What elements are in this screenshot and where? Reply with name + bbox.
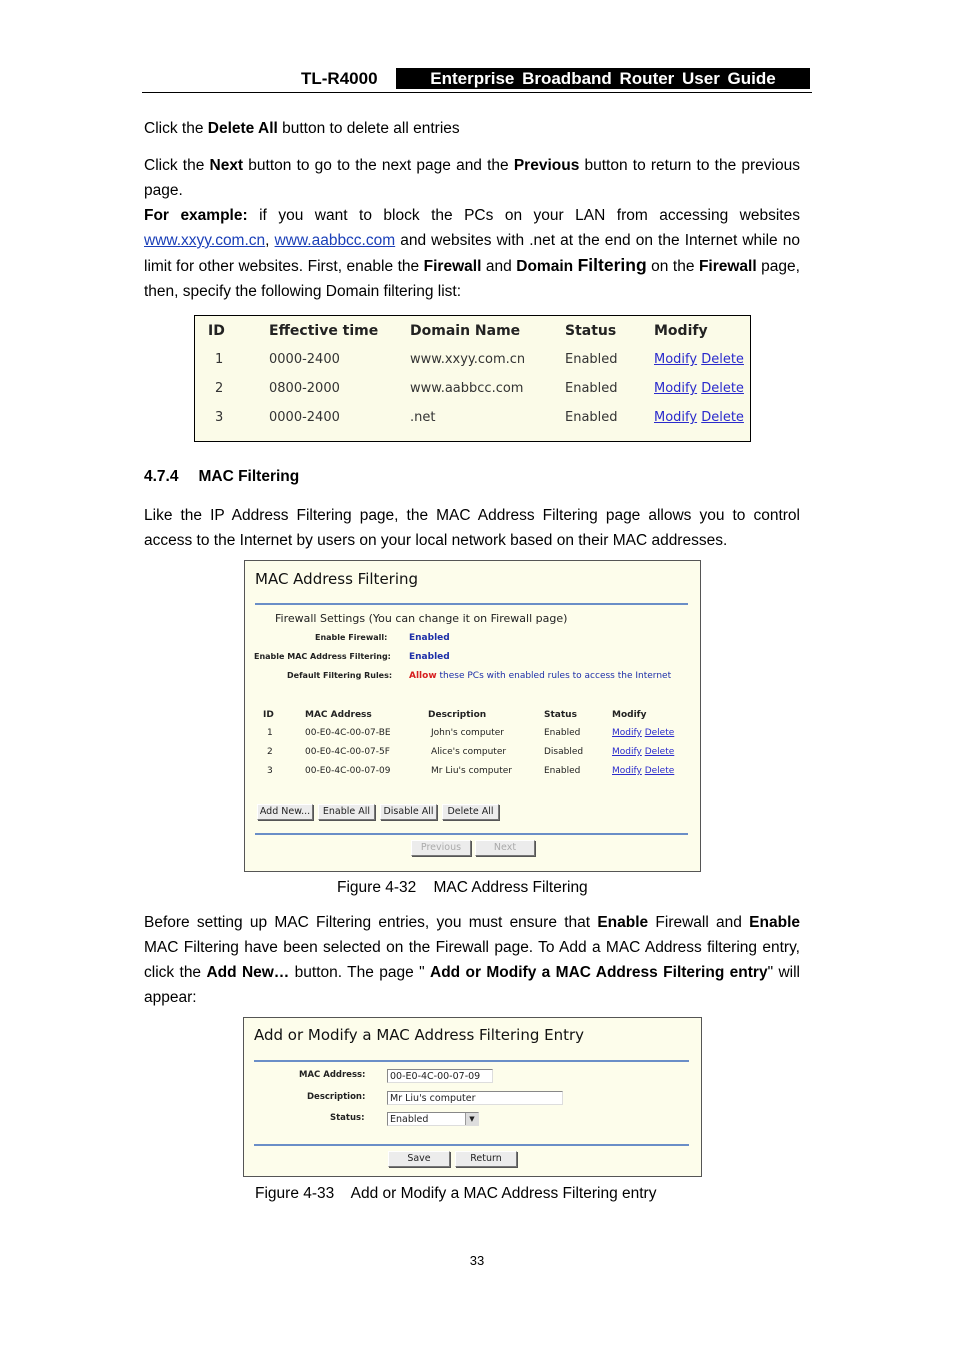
mac-filtering-panel — [244, 560, 701, 872]
row2-id: 2 — [267, 747, 273, 757]
delete-all-paragraph — [144, 116, 800, 141]
text: MAC Filtering have been selected on the Firewall page. To Add a MAC Address filtering entry, click the — [144, 939, 800, 981]
text: button to go to the next page and the — [243, 157, 514, 174]
modify-link[interactable]: Modify — [612, 747, 642, 757]
row2-actions — [654, 381, 744, 396]
row2-mac: 00-E0-4C-00-07-5F — [305, 747, 390, 757]
panel-title: Add or Modify a MAC Address Filtering Entry — [254, 1026, 585, 1044]
mac-address-input[interactable]: 00-E0-4C-00-07-09 — [387, 1069, 493, 1083]
delete-link[interactable]: Delete — [701, 410, 744, 425]
delete-link[interactable]: Delete — [701, 352, 744, 367]
bold-text: Enable — [749, 914, 800, 931]
col-header-domain-name: Domain Name — [410, 323, 521, 339]
row1-status: Enabled — [544, 728, 581, 738]
row2-id: 2 — [215, 381, 224, 396]
allow-text: Allow — [409, 671, 437, 681]
row3-description: Mr Liu's computer — [431, 766, 512, 776]
example-paragraph: For example: if you want to block the PCs on your LAN from accessing websites www.xxyy.com.cn, www.aabbcc.com and websites with .net at the end on the Internet while no limit for other websites. First, enable the Firewall and Domain Filtering on the Firewall page, then, specify the following Domain filtering list: — [144, 207, 800, 300]
col-header-modify: Modify — [654, 323, 708, 339]
default-rules-label: Default Filtering Rules: — [287, 671, 393, 680]
modify-link[interactable]: Modify — [654, 381, 698, 396]
add-modify-panel — [243, 1017, 702, 1177]
bold-text: Next — [209, 157, 244, 174]
col-header-description: Description — [428, 710, 487, 720]
col-header-modify: Modify — [612, 710, 647, 720]
settings-title: Firewall Settings (You can change it on Firewall page) — [275, 612, 568, 625]
next-button[interactable]: Next — [475, 840, 535, 856]
row2-description: Alice's computer — [431, 747, 507, 757]
before-paragraph — [144, 910, 800, 1010]
col-header-effective-time: Effective time — [269, 323, 379, 339]
bold-text: Filtering — [577, 255, 647, 275]
delete-all-button[interactable]: Delete All — [442, 804, 499, 820]
text: and websites with .net at the end on the Internet while no limit for other websites. First, enable the — [144, 232, 800, 275]
status-label: Status: — [330, 1113, 365, 1123]
text: Click the — [144, 120, 208, 137]
bold-text: Domain — [516, 258, 574, 275]
col-header-mac: MAC Address — [305, 710, 372, 720]
row1-mac: 00-E0-4C-00-07-BE — [305, 728, 391, 738]
page-number: 33 — [469, 1253, 485, 1268]
previous-button[interactable]: Previous — [411, 840, 471, 856]
row2-status: Disabled — [544, 747, 584, 757]
mac-address-label: MAC Address: — [299, 1070, 366, 1080]
row3-status: Enabled — [544, 766, 581, 776]
section-title: MAC Filtering — [198, 468, 300, 485]
row1-time: 0000-2400 — [269, 352, 340, 367]
row3-actions — [612, 766, 674, 776]
enable-all-button[interactable]: Enable All — [318, 804, 375, 820]
add-new-button[interactable]: Add New... — [257, 804, 313, 820]
row3-id: 3 — [267, 766, 273, 776]
text: if you want to block the PCs on your LAN from accessing websites — [247, 207, 800, 224]
panel-title: MAC Address Filtering — [255, 570, 419, 588]
row3-status: Enabled — [565, 410, 618, 425]
section-paragraph: Like the IP Address Filtering page, the MAC Address Filtering page allows you to control access to the Internet by users on your local network based on their MAC addresses. — [144, 507, 800, 549]
text: Firewall and — [648, 914, 750, 931]
text: on the — [646, 258, 699, 275]
domain-filtering-table — [194, 315, 751, 442]
col-header-status: Status — [544, 710, 577, 720]
bold-text: Previous — [513, 157, 580, 174]
row2-status: Enabled — [565, 381, 618, 396]
enable-firewall-value: Enabled — [409, 633, 450, 643]
save-button[interactable]: Save — [388, 1151, 450, 1167]
row3-id: 3 — [215, 410, 224, 425]
row1-domain: www.xxyy.com.cn — [410, 352, 526, 367]
delete-link[interactable]: Delete — [644, 747, 675, 757]
col-header-id: ID — [208, 323, 225, 339]
section-heading — [144, 468, 299, 486]
text: page, then, specify the following Domain filtering list: — [144, 258, 800, 300]
text: " will appear: — [144, 964, 800, 1006]
row1-description: John's computer — [431, 728, 504, 738]
divider — [255, 603, 688, 605]
delete-link[interactable]: Delete — [701, 381, 744, 396]
row1-actions — [654, 352, 744, 367]
delete-link[interactable]: Delete — [644, 766, 675, 776]
row1-id: 1 — [215, 352, 224, 367]
disable-all-button[interactable]: Disable All — [380, 804, 437, 820]
enable-firewall-label: Enable Firewall: — [315, 633, 388, 642]
chevron-down-icon[interactable]: ▼ — [465, 1113, 478, 1125]
bold-text: For example: — [144, 207, 248, 224]
figure-caption-33: Figure 4-33 Add or Modify a MAC Address Filtering entry — [255, 1185, 657, 1202]
row1-status: Enabled — [565, 352, 618, 367]
row1-actions — [612, 728, 674, 738]
bold-text: Firewall — [698, 258, 757, 275]
description-input[interactable]: Mr Liu's computer — [387, 1091, 563, 1105]
bold-text: Enable — [597, 914, 649, 931]
enable-mac-label: Enable MAC Address Filtering: — [254, 652, 391, 661]
status-select[interactable] — [387, 1112, 479, 1126]
rules-text: these PCs with enabled rules to access the Internet — [436, 671, 672, 681]
row2-actions — [612, 747, 674, 757]
bold-text: Firewall — [423, 258, 482, 275]
text: Before setting up MAC Filtering entries, you must ensure that — [144, 914, 598, 931]
page-header — [142, 66, 812, 93]
guide-title: Enterprise Broadband Router User Guide — [396, 68, 810, 89]
row2-domain: www.aabbcc.com — [410, 381, 524, 396]
bold-text: Add or Modify a MAC Address Filtering entry — [430, 964, 768, 981]
delete-link[interactable]: Delete — [644, 728, 675, 738]
link-xxyy[interactable]: www.xxyy.com.cn — [144, 232, 266, 249]
row3-actions — [654, 410, 744, 425]
row3-mac: 00-E0-4C-00-07-09 — [305, 766, 391, 776]
enable-mac-value: Enabled — [409, 652, 450, 662]
description-label: Description: — [307, 1092, 366, 1102]
modify-link[interactable]: Modify — [612, 766, 642, 776]
text: button to delete all entries — [277, 120, 460, 137]
next-previous-paragraph — [144, 153, 800, 203]
col-header-status: Status — [565, 323, 617, 339]
text: and — [481, 258, 517, 275]
status-select-value: Enabled — [390, 1114, 429, 1125]
text: button to return to the previous page. — [144, 157, 800, 199]
text: Click the — [144, 157, 210, 174]
modify-link[interactable]: Modify — [654, 352, 698, 367]
row1-id: 1 — [267, 728, 273, 738]
modify-link[interactable]: Modify — [612, 728, 642, 738]
figure-caption-32: Figure 4-32 MAC Address Filtering — [337, 879, 588, 896]
model-name: TL-R4000 — [301, 69, 378, 88]
bold-text: Delete All — [207, 120, 278, 137]
divider — [254, 1144, 689, 1146]
row3-time: 0000-2400 — [269, 410, 340, 425]
col-header-id: ID — [263, 710, 274, 720]
default-rules-value — [409, 671, 671, 681]
row2-time: 0800-2000 — [269, 381, 340, 396]
divider — [254, 1060, 689, 1062]
row3-domain: .net — [410, 410, 436, 425]
divider — [255, 833, 688, 835]
section-number: 4.7.4 — [144, 468, 179, 485]
link-aabbcc[interactable]: www.aabbcc.com — [274, 232, 396, 249]
bold-text: Add New… — [206, 964, 290, 981]
return-button[interactable]: Return — [455, 1151, 517, 1167]
text: button. The page " — [289, 964, 430, 981]
modify-link[interactable]: Modify — [654, 410, 698, 425]
